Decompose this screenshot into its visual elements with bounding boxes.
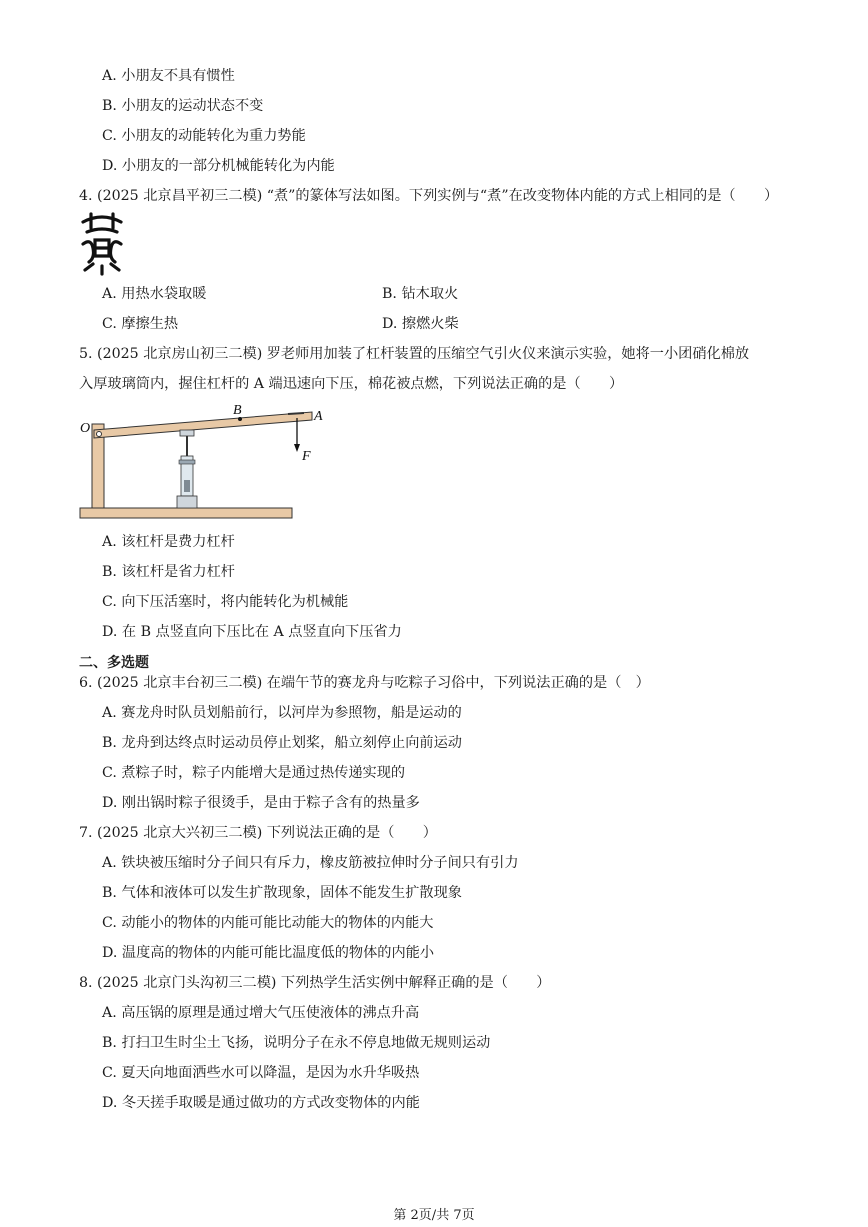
q4-option-c: C. 摩擦生热 — [102, 316, 179, 332]
base-plate — [80, 508, 292, 518]
q7-option-c: C. 动能小的物体的内能可能比动能大的物体的内能大 — [102, 915, 434, 931]
q6-option-c: C. 煮粽子时，粽子内能增大是通过热传递实现的 — [102, 765, 406, 781]
q5-option-b: B. 该杠杆是省力杠杆 — [102, 564, 235, 580]
q7-option-b: B. 气体和液体可以发生扩散现象，固体不能发生扩散现象 — [102, 885, 462, 901]
q7-stem: 7. (2025 北京大兴初三二模) 下列说法正确的是（ ） — [79, 825, 437, 841]
q5-option-d: D. 在 B 点竖直向下压比在 A 点竖直向下压省力 — [102, 624, 402, 640]
seal-script-zhu-image — [79, 210, 125, 276]
q6-option-a: A. 赛龙舟时队员划船前行，以河岸为参照物，船是运动的 — [102, 705, 462, 721]
label-f: F — [302, 449, 311, 464]
q8-option-c: C. 夏天向地面洒些水可以降温，是因为水升华吸热 — [102, 1065, 420, 1081]
q8-option-d: D. 冬天搓手取暖是通过做功的方式改变物体的内能 — [102, 1095, 420, 1111]
q6-option-b: B. 龙舟到达终点时运动员停止划桨，船立刻停止向前运动 — [102, 735, 462, 751]
label-a: A — [314, 409, 323, 424]
q6-stem: 6. (2025 北京丰台初三二模) 在端午节的赛龙舟与吃粽子习俗中，下列说法正确的是（ ） — [79, 675, 650, 691]
q8-stem: 8. (2025 北京门头沟初三二模) 下列热学生活实例中解释正确的是（ ） — [79, 975, 551, 991]
q5-option-a: A. 该杠杆是费力杠杆 — [102, 534, 235, 550]
label-b: B — [233, 403, 242, 418]
q3-option-b: B. 小朋友的运动状态不变 — [102, 98, 264, 114]
q8-option-b: B. 打扫卫生时尘土飞扬，说明分子在永不停息地做无规则运动 — [102, 1035, 491, 1051]
q5-option-c: C. 向下压活塞时，将内能转化为机械能 — [102, 594, 349, 610]
q4-option-a: A. 用热水袋取暖 — [102, 286, 207, 302]
q4-option-b: B. 钻木取火 — [382, 286, 459, 302]
q5-stem-line2: 入厚玻璃筒内，握住杠杆的 A 端迅速向下压，棉花被点燃，下列说法正确的是（ ） — [79, 376, 624, 392]
q4-stem: 4. (2025 北京昌平初三二模) “煮”的篆体写法如图。下列实例与“煮”在改变物体内能的方式上相同的是（ ） — [79, 188, 779, 204]
q7-option-d: D. 温度高的物体的内能可能比温度低的物体的内能小 — [102, 945, 435, 961]
q7-option-a: A. 铁块被压缩时分子间只有斥力，橡皮筋被拉伸时分子间只有引力 — [102, 855, 519, 871]
lever-bar — [94, 412, 312, 438]
q5-stem-line1: 5. (2025 北京房山初三二模) 罗老师用加装了杠杆装置的压缩空气引火仪来演示实验，她将一小团硝化棉放 — [79, 346, 750, 362]
pivot-o — [97, 432, 102, 437]
q3-option-a: A. 小朋友不具有惯性 — [102, 68, 235, 84]
q6-option-d: D. 刚出锅时粽子很烫手，是由于粽子含有的热量多 — [102, 795, 420, 811]
q8-option-a: A. 高压锅的原理是通过增大气压使液体的沸点升高 — [102, 1005, 420, 1021]
lever-igniter-figure — [78, 400, 338, 524]
section-title-multiple-choice: 二、多选题 — [79, 655, 149, 671]
q3-option-c: C. 小朋友的动能转化为重力势能 — [102, 128, 306, 144]
label-o: O — [80, 421, 91, 436]
q3-option-d: D. 小朋友的一部分机械能转化为内能 — [102, 158, 335, 174]
q4-option-d: D. 擦燃火柴 — [382, 316, 459, 332]
page-footer: 第 2页/共 7页 — [393, 1208, 475, 1223]
